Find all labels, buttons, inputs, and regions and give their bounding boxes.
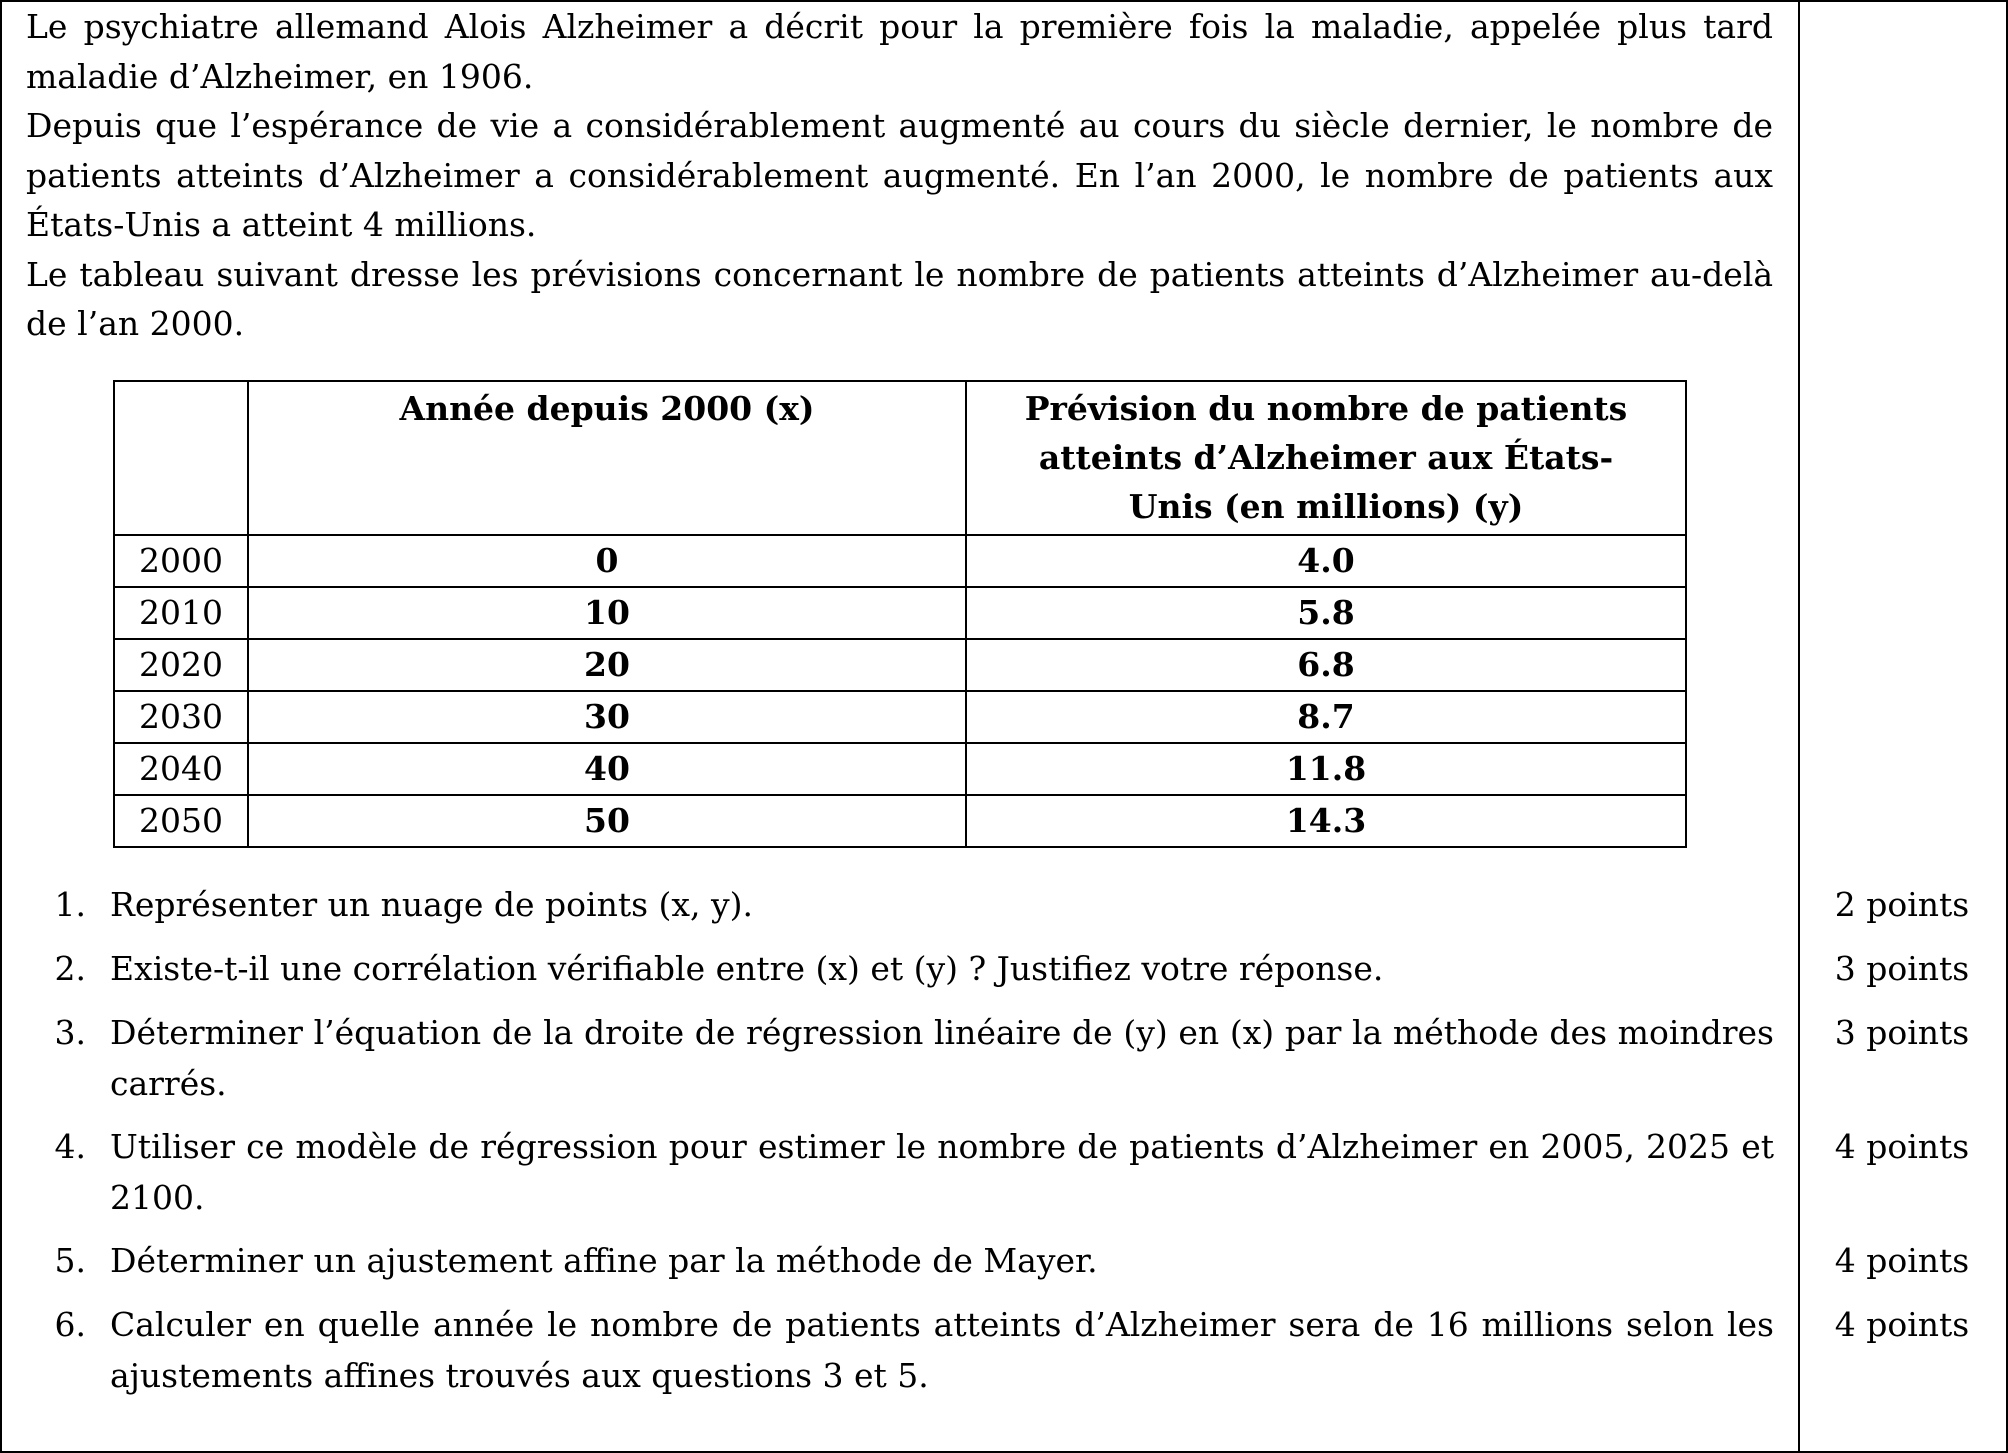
table-row — [114, 587, 1686, 639]
intro-paragraph-1: Le psychiatre allemand Alois Alzheimer a décrit pour la première fois la maladie, appelée plus tard maladie d’Alzheimer, en 1906. — [26, 7, 1773, 96]
header-y: Prévision du nombre de patients atteints d’Alzheimer aux États-Unis (en millions) (y) — [966, 381, 1686, 535]
question-number: 2. — [54, 949, 86, 988]
cell-year: 2030 — [114, 691, 248, 743]
question-text: Calculer en quelle année le nombre de patients atteints d’Alzheimer sera de 16 millions selon les ajustements affines trouvés aux questions 3 et 5. — [110, 1305, 1774, 1395]
cell-y: 4.0 — [966, 535, 1686, 587]
cell-y: 14.3 — [966, 795, 1686, 847]
cell-y: 6.8 — [966, 639, 1686, 691]
question-text: Déterminer un ajustement affine par la méthode de Mayer. — [110, 1241, 1098, 1280]
cell-x: 10 — [248, 587, 966, 639]
question-text: Utiliser ce modèle de régression pour estimer le nombre de patients d’Alzheimer en 2005, 2025 et 2100. — [110, 1127, 1774, 1217]
question-text: Existe-t-il une corrélation vérifiable entre (x) et (y) ? Justifiez votre réponse. — [110, 949, 1384, 988]
table-row — [114, 743, 1686, 795]
cell-y: 11.8 — [966, 743, 1686, 795]
table-row — [114, 535, 1686, 587]
question-number: 4. — [54, 1127, 86, 1166]
table-row — [114, 691, 1686, 743]
table-row — [114, 795, 1686, 847]
question-3-points: 3 points — [1834, 1013, 1970, 1052]
cell-x: 0 — [248, 535, 966, 587]
header-x: Année depuis 2000 (x) — [248, 381, 966, 535]
cell-y: 5.8 — [966, 587, 1686, 639]
table-row — [114, 639, 1686, 691]
question-number: 5. — [54, 1241, 86, 1280]
question-4-points: 4 points — [1834, 1127, 1970, 1166]
question-2-points: 3 points — [1834, 949, 1970, 988]
question-number: 6. — [54, 1305, 86, 1344]
question-text: Déterminer l’équation de la droite de régression linéaire de (y) en (x) par la méthode des moindres carrés. — [110, 1013, 1774, 1103]
header-year — [114, 381, 248, 535]
cell-year: 2010 — [114, 587, 248, 639]
question-1-points: 2 points — [1834, 885, 1970, 924]
cell-x: 20 — [248, 639, 966, 691]
cell-year: 2050 — [114, 795, 248, 847]
question-5-points: 4 points — [1834, 1241, 1970, 1280]
cell-x: 40 — [248, 743, 966, 795]
question-text: Représenter un nuage de points (x, y). — [110, 885, 754, 924]
cell-year: 2020 — [114, 639, 248, 691]
question-number: 1. — [54, 885, 86, 924]
cell-x: 50 — [248, 795, 966, 847]
table-header-row — [114, 381, 1686, 535]
question-number: 3. — [54, 1013, 86, 1052]
intro-paragraph-2: Depuis que l’espérance de vie a considérablement augmenté au cours du siècle dernier, le nombre de patients atteints d’Alzheimer a considérablement augmenté. En l’an 2000, le nombre de patients aux États-Unis a atteint 4 millions. — [26, 106, 1773, 244]
cell-year: 2000 — [114, 535, 248, 587]
cell-y: 8.7 — [966, 691, 1686, 743]
intro-paragraph-3: Le tableau suivant dresse les prévisions concernant le nombre de patients atteints d’Alzheimer au-delà de l’an 2000. — [26, 254, 1773, 343]
question-6-points: 4 points — [1834, 1305, 1970, 1344]
forecast-table — [113, 380, 1687, 848]
intro-text — [26, 2, 1773, 349]
cell-x: 30 — [248, 691, 966, 743]
cell-year: 2040 — [114, 743, 248, 795]
